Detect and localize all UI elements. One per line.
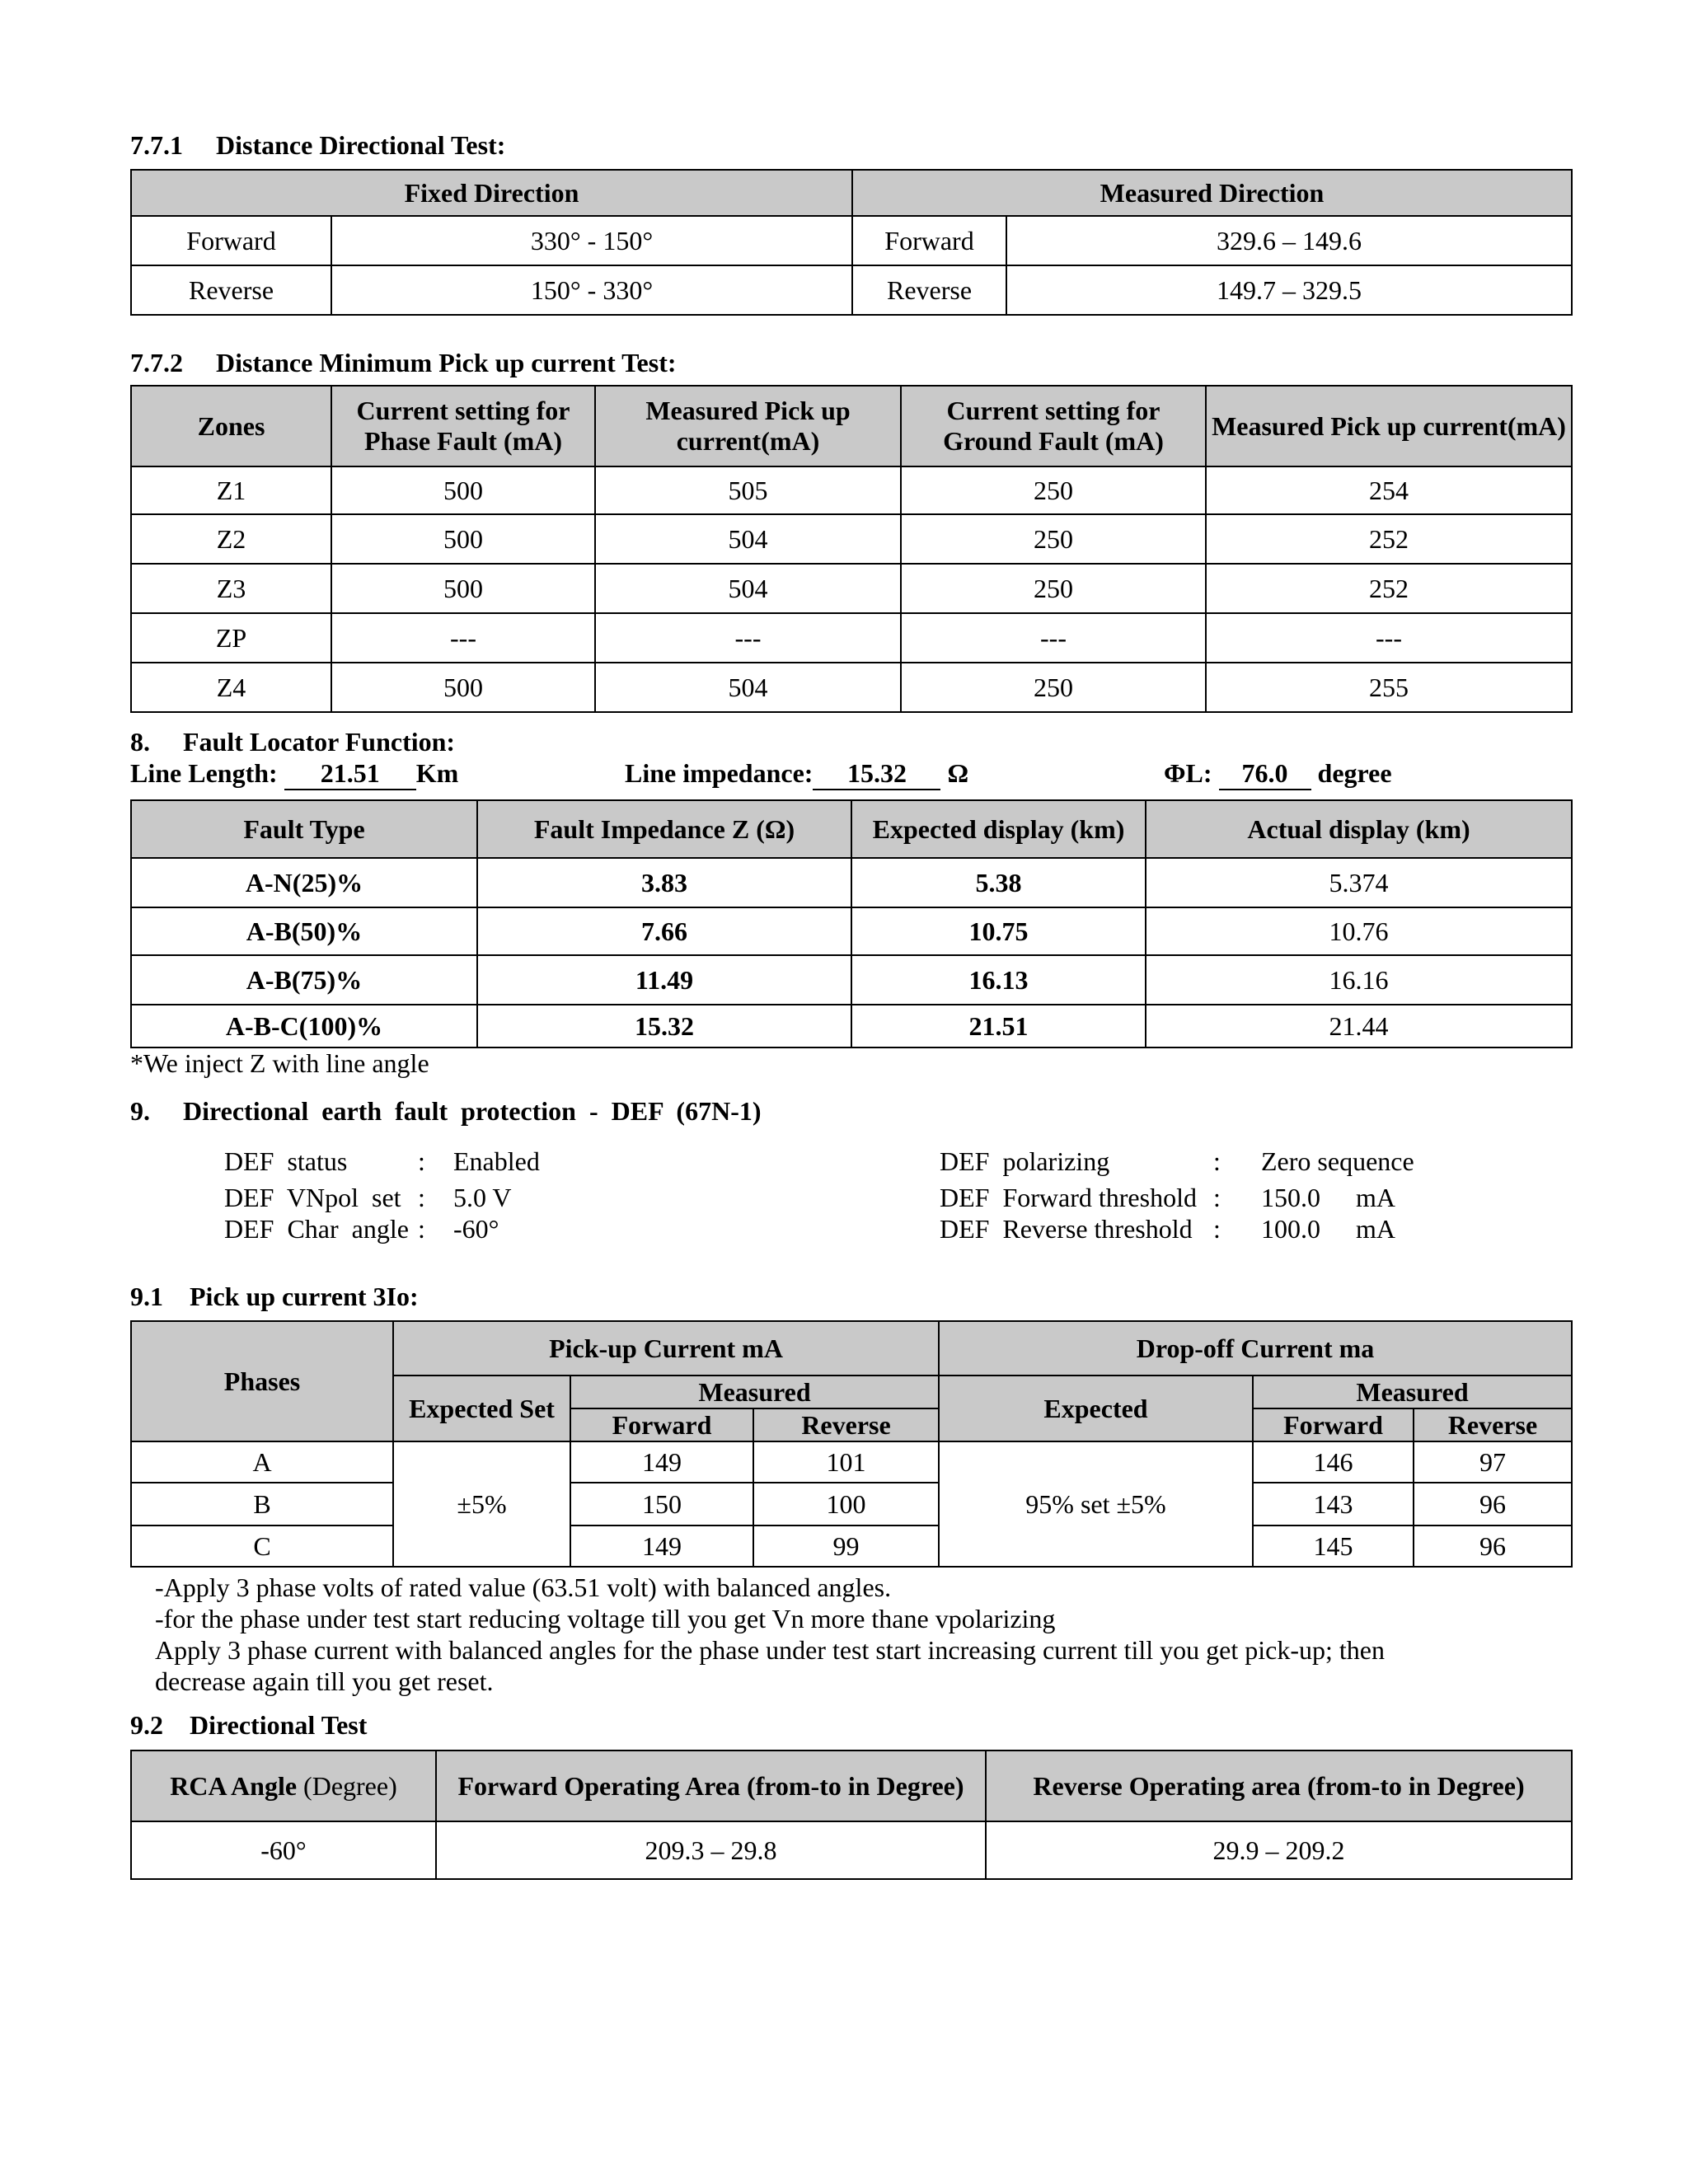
- table-row: [131, 1483, 1572, 1526]
- table-row: [131, 955, 1572, 1005]
- cell: 146: [1253, 1441, 1414, 1483]
- cell: Z4: [131, 663, 331, 712]
- cell: 255: [1206, 663, 1572, 712]
- cell: Reverse: [131, 265, 331, 315]
- table-row: [131, 907, 1572, 955]
- def-value: Zero sequence: [1261, 1146, 1414, 1176]
- table-row: [131, 663, 1572, 712]
- def-label: DEF Forward threshold: [940, 1183, 1197, 1212]
- table-row: [131, 265, 1572, 315]
- header-ground-setting: Current setting for Ground Fault (mA): [901, 386, 1206, 466]
- def-reverse-threshold: [940, 1214, 1395, 1244]
- def-label: DEF status: [224, 1146, 348, 1176]
- cell: 504: [595, 663, 901, 712]
- section-7-7-1-title: 7.7.1 Distance Directional Test:: [130, 130, 506, 160]
- cell: 500: [331, 564, 595, 613]
- def-polarizing: [940, 1146, 1414, 1177]
- line-length: [130, 758, 458, 790]
- table-row: [131, 1441, 1572, 1483]
- cell: 96: [1414, 1483, 1572, 1526]
- cell: 504: [595, 514, 901, 564]
- cell: 500: [331, 514, 595, 564]
- cell: 99: [753, 1526, 939, 1567]
- cell: 252: [1206, 514, 1572, 564]
- header-fault-type: Fault Type: [131, 800, 477, 858]
- cell: 16.16: [1146, 955, 1572, 1005]
- header-expected-dropoff: Expected: [939, 1376, 1253, 1441]
- cell: A-B(50)%: [131, 907, 477, 955]
- def-label: DEF VNpol set: [224, 1183, 401, 1212]
- header-forward-area: Forward Operating Area (from-to in Degree): [436, 1750, 986, 1821]
- fixed-direction-header: Fixed Direction: [131, 170, 852, 216]
- def-char-angle: [224, 1214, 499, 1244]
- table-row: [131, 858, 1572, 907]
- cell: 101: [753, 1441, 939, 1483]
- phi-label: ΦL:: [1164, 758, 1212, 788]
- header-measured-pickup: Measured: [570, 1376, 939, 1408]
- def-sep: :: [418, 1214, 425, 1244]
- def-forward-threshold: [940, 1183, 1395, 1213]
- table-row: [131, 613, 1572, 663]
- cell: 250: [901, 466, 1206, 514]
- cell: Reverse: [852, 265, 1006, 315]
- header-zones: Zones: [131, 386, 331, 466]
- cell: A-N(25)%: [131, 858, 477, 907]
- cell: 330° - 150°: [331, 216, 852, 265]
- header-dropoff-reverse: Reverse: [1414, 1408, 1572, 1441]
- cell: ---: [1206, 613, 1572, 663]
- procedure-note-4: decrease again till you get reset.: [155, 1666, 494, 1696]
- cell: 149: [570, 1526, 753, 1567]
- section-7-7-2-title: 7.7.2 Distance Minimum Pick up current Test:: [130, 348, 677, 377]
- directional-operating-table: [130, 1750, 1573, 1880]
- def-sep: :: [1213, 1146, 1221, 1176]
- cell: 250: [901, 564, 1206, 613]
- min-pickup-table: [130, 385, 1573, 713]
- table-row: [131, 1005, 1572, 1047]
- cell: 149: [570, 1441, 753, 1483]
- cell: 505: [595, 466, 901, 514]
- def-value: -60°: [453, 1214, 499, 1244]
- impedance-value: 15.32: [813, 758, 940, 790]
- header-phase-measured: Measured Pick up current(mA): [595, 386, 901, 466]
- cell: 21.51: [851, 1005, 1146, 1047]
- cell: 209.3 – 29.8: [436, 1821, 986, 1879]
- line-impedance: [625, 758, 968, 790]
- cell: 250: [901, 663, 1206, 712]
- cell: Forward: [852, 216, 1006, 265]
- cell: Z3: [131, 564, 331, 613]
- pickup-expected-cell: ±5%: [393, 1441, 570, 1567]
- cell: 21.44: [1146, 1005, 1572, 1047]
- cell: 10.75: [851, 907, 1146, 955]
- header-phases: Phases: [131, 1321, 393, 1441]
- def-vnpol: [224, 1183, 512, 1213]
- cell: 143: [1253, 1483, 1414, 1526]
- phi-unit: degree: [1317, 758, 1392, 788]
- cell: 5.374: [1146, 858, 1572, 907]
- header-fault-impedance: Fault Impedance Z (Ω): [477, 800, 851, 858]
- measured-direction-header: Measured Direction: [852, 170, 1572, 216]
- def-label: DEF Reverse threshold: [940, 1214, 1193, 1244]
- cell: C: [131, 1526, 393, 1567]
- cell: 500: [331, 663, 595, 712]
- cell: 254: [1206, 466, 1572, 514]
- header-rca-angle: [131, 1750, 436, 1821]
- section-9-title: 9. Directional earth fault protection - DEF (67N-1): [130, 1096, 762, 1126]
- cell: 500: [331, 466, 595, 514]
- def-value: 100.0: [1261, 1214, 1320, 1244]
- header-measured-dropoff: Measured: [1253, 1376, 1572, 1408]
- rca-bold: RCA Angle: [170, 1770, 298, 1801]
- def-sep: :: [418, 1183, 425, 1212]
- cell: 250: [901, 514, 1206, 564]
- cell: 252: [1206, 564, 1572, 613]
- cell: ---: [595, 613, 901, 663]
- section-9-1-title: 9.1 Pick up current 3Io:: [130, 1282, 419, 1311]
- directional-test-table: [130, 169, 1573, 316]
- def-status: [224, 1146, 540, 1177]
- impedance-unit: Ω: [947, 758, 969, 788]
- header-dropoff: Drop-off Current ma: [939, 1321, 1572, 1376]
- pickup-current-table: [130, 1320, 1573, 1568]
- header-reverse-area: Reverse Operating area (from-to in Degree): [986, 1750, 1572, 1821]
- def-unit: mA: [1356, 1214, 1395, 1244]
- cell: A-B(75)%: [131, 955, 477, 1005]
- cell: 11.49: [477, 955, 851, 1005]
- fault-locator-table: [130, 799, 1573, 1048]
- line-length-label: Line Length:: [130, 758, 278, 788]
- def-label: DEF polarizing: [940, 1146, 1110, 1176]
- def-sep: :: [418, 1146, 425, 1176]
- table-row: [131, 1526, 1572, 1567]
- table-row: [131, 564, 1572, 613]
- procedure-note-2: -for the phase under test start reducing voltage till you get Vn more thane vpolarizing: [155, 1604, 1056, 1633]
- cell: B: [131, 1483, 393, 1526]
- header-pickup: Pick-up Current mA: [393, 1321, 939, 1376]
- cell: Z2: [131, 514, 331, 564]
- cell: 15.32: [477, 1005, 851, 1047]
- rca-unit: (Degree): [297, 1770, 397, 1801]
- cell: 504: [595, 564, 901, 613]
- def-value: 150.0: [1261, 1183, 1320, 1212]
- phi-value: 76.0: [1219, 758, 1311, 790]
- header-actual-display: Actual display (km): [1146, 800, 1572, 858]
- cell: 10.76: [1146, 907, 1572, 955]
- line-length-value: 21.51: [284, 758, 416, 790]
- cell: Forward: [131, 216, 331, 265]
- header-dropoff-forward: Forward: [1253, 1408, 1414, 1441]
- table-row: [131, 216, 1572, 265]
- cell: 16.13: [851, 955, 1146, 1005]
- section-8-title: 8. Fault Locator Function:: [130, 727, 456, 757]
- cell: A-B-C(100)%: [131, 1005, 477, 1047]
- header-pickup-reverse: Reverse: [753, 1408, 939, 1441]
- line-length-unit: Km: [415, 758, 459, 788]
- table-row: [131, 1821, 1572, 1879]
- cell: ---: [331, 613, 595, 663]
- cell: 329.6 – 149.6: [1006, 216, 1572, 265]
- cell: 3.83: [477, 858, 851, 907]
- def-sep: :: [1213, 1214, 1221, 1244]
- cell: 29.9 – 209.2: [986, 1821, 1572, 1879]
- dropoff-expected-cell: 95% set ±5%: [939, 1441, 1253, 1567]
- cell: 97: [1414, 1441, 1572, 1483]
- cell: 96: [1414, 1526, 1572, 1567]
- cell: 7.66: [477, 907, 851, 955]
- cell: 5.38: [851, 858, 1146, 907]
- table-row: [131, 466, 1572, 514]
- cell: A: [131, 1441, 393, 1483]
- header-ground-measured: Measured Pick up current(mA): [1206, 386, 1572, 466]
- line-angle: [1164, 758, 1392, 790]
- cell: 150° - 330°: [331, 265, 852, 315]
- cell: -60°: [131, 1821, 436, 1879]
- def-label: DEF Char angle: [224, 1214, 409, 1244]
- def-value: 5.0 V: [453, 1183, 512, 1212]
- cell: 150: [570, 1483, 753, 1526]
- header-expected-set: Expected Set: [393, 1376, 570, 1441]
- procedure-note-1: -Apply 3 phase volts of rated value (63.51 volt) with balanced angles.: [155, 1572, 892, 1602]
- def-unit: mA: [1356, 1183, 1395, 1212]
- procedure-note-3: Apply 3 phase current with balanced angles for the phase under test start increasing current till you get pick-up; then: [155, 1635, 1385, 1665]
- def-value: Enabled: [453, 1146, 540, 1176]
- cell: ZP: [131, 613, 331, 663]
- cell: ---: [901, 613, 1206, 663]
- cell: 149.7 – 329.5: [1006, 265, 1572, 315]
- cell: 145: [1253, 1526, 1414, 1567]
- cell: Z1: [131, 466, 331, 514]
- header-pickup-forward: Forward: [570, 1408, 753, 1441]
- header-expected-display: Expected display (km): [851, 800, 1146, 858]
- def-sep: :: [1213, 1183, 1221, 1212]
- section-9-2-title: 9.2 Directional Test: [130, 1710, 368, 1740]
- impedance-label: Line impedance:: [625, 758, 814, 788]
- table-row: [131, 514, 1572, 564]
- cell: 100: [753, 1483, 939, 1526]
- fault-locator-note: *We inject Z with line angle: [130, 1048, 429, 1078]
- header-phase-setting: Current setting for Phase Fault (mA): [331, 386, 595, 466]
